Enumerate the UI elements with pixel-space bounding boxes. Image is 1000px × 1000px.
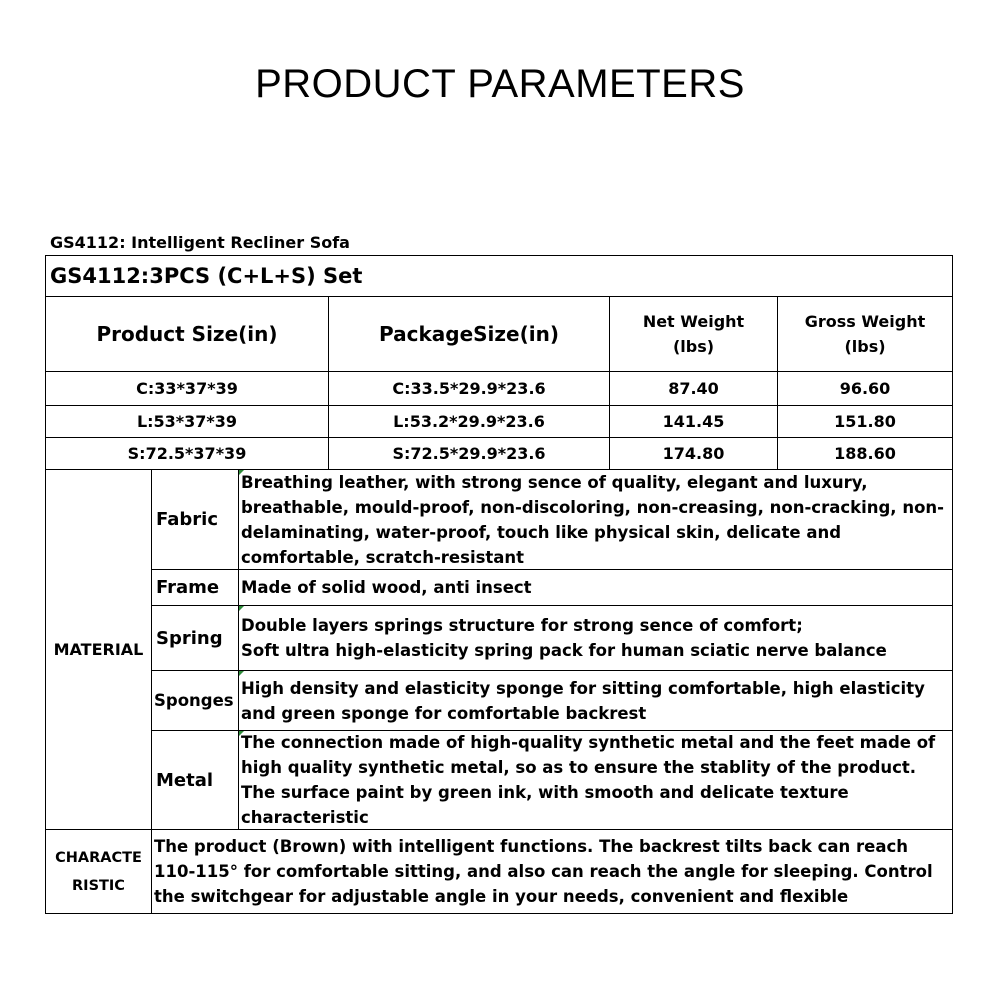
product-caption: GS4112: Intelligent Recliner Sofa: [50, 233, 350, 252]
cell-marker: [239, 671, 244, 676]
header-product-size: Product Size(in): [96, 322, 278, 346]
material-description: High density and elasticity sponge for sitting comfortable, high elasticity and green sponge for comfortable backrest: [241, 678, 925, 723]
cell-product-size: L:53*37*39: [136, 412, 238, 431]
cell-net-weight: 141.45: [662, 412, 725, 431]
header-net-weight: Net Weight (lbs): [642, 312, 745, 356]
cell-marker: [239, 606, 244, 611]
material-description: Made of solid wood, anti insect: [241, 578, 532, 597]
material-label: MATERIAL: [53, 640, 144, 659]
cell-package-size: L:53.2*29.9*23.6: [393, 412, 545, 431]
material-description-cell: [239, 731, 952, 829]
material-name: Sponges: [154, 691, 234, 710]
material-description-cell: [239, 606, 952, 670]
parameters-table: [45, 255, 953, 914]
header-package-size: PackageSize(in): [379, 322, 559, 346]
material-description: Breathing leather, with strong sence of quality, elegant and luxury, breathable, mould-proof, non-discoloring, non-creasing, non-cracking, non-delaminating, water-proof, touch like physical skin, delicate and comfortable, scratch-resistant: [241, 472, 944, 567]
cell-product-size: C:33*37*39: [136, 379, 238, 398]
cell-gross-weight: 188.60: [834, 444, 896, 463]
material-name: Metal: [156, 769, 214, 791]
cell-product-size: S:72.5*37*39: [127, 444, 247, 463]
material-description: The connection made of high-quality synthetic metal and the feet made of high quality synthetic metal, so as to ensure the stablity of the product. The surface paint by green ink, with smooth and delicate texture characteristic: [241, 733, 936, 827]
material-description: Double layers springs structure for strong sence of comfort; Soft ultra high-elasticity spring pack for human sciatic nerve balance: [241, 616, 887, 660]
cell-package-size: C:33.5*29.9*23.6: [392, 379, 546, 398]
material-name: Spring: [156, 627, 223, 649]
material-description-cell: [239, 570, 952, 605]
material-description-cell: [239, 671, 952, 730]
characteristic-description-cell: [152, 830, 952, 913]
characteristic-label: CHARACTE RISTIC: [55, 849, 142, 894]
characteristic-description: The product (Brown) with intelligent functions. The backrest tilts back can reach 110-115° for comfortable sitting, and also can reach the angle for sleeping. Control the switchgear for adjustable angle in your needs, convenient and flexible: [154, 837, 933, 906]
header-gross-weight: Gross Weight (lbs): [804, 312, 926, 356]
material-name: Fabric: [156, 509, 218, 530]
material-name: Frame: [156, 577, 220, 598]
material-description-cell: [239, 470, 952, 569]
cell-net-weight: 87.40: [668, 379, 719, 398]
cell-package-size: S:72.5*29.9*23.6: [392, 444, 546, 463]
cell-marker: [239, 731, 244, 736]
cell-gross-weight: 96.60: [839, 379, 891, 398]
cell-marker: [239, 470, 244, 475]
cell-net-weight: 174.80: [662, 444, 725, 463]
set-title: GS4112:3PCS (C+L+S) Set: [50, 264, 363, 288]
page-title: PRODUCT PARAMETERS: [255, 62, 745, 106]
cell-gross-weight: 151.80: [834, 412, 896, 431]
